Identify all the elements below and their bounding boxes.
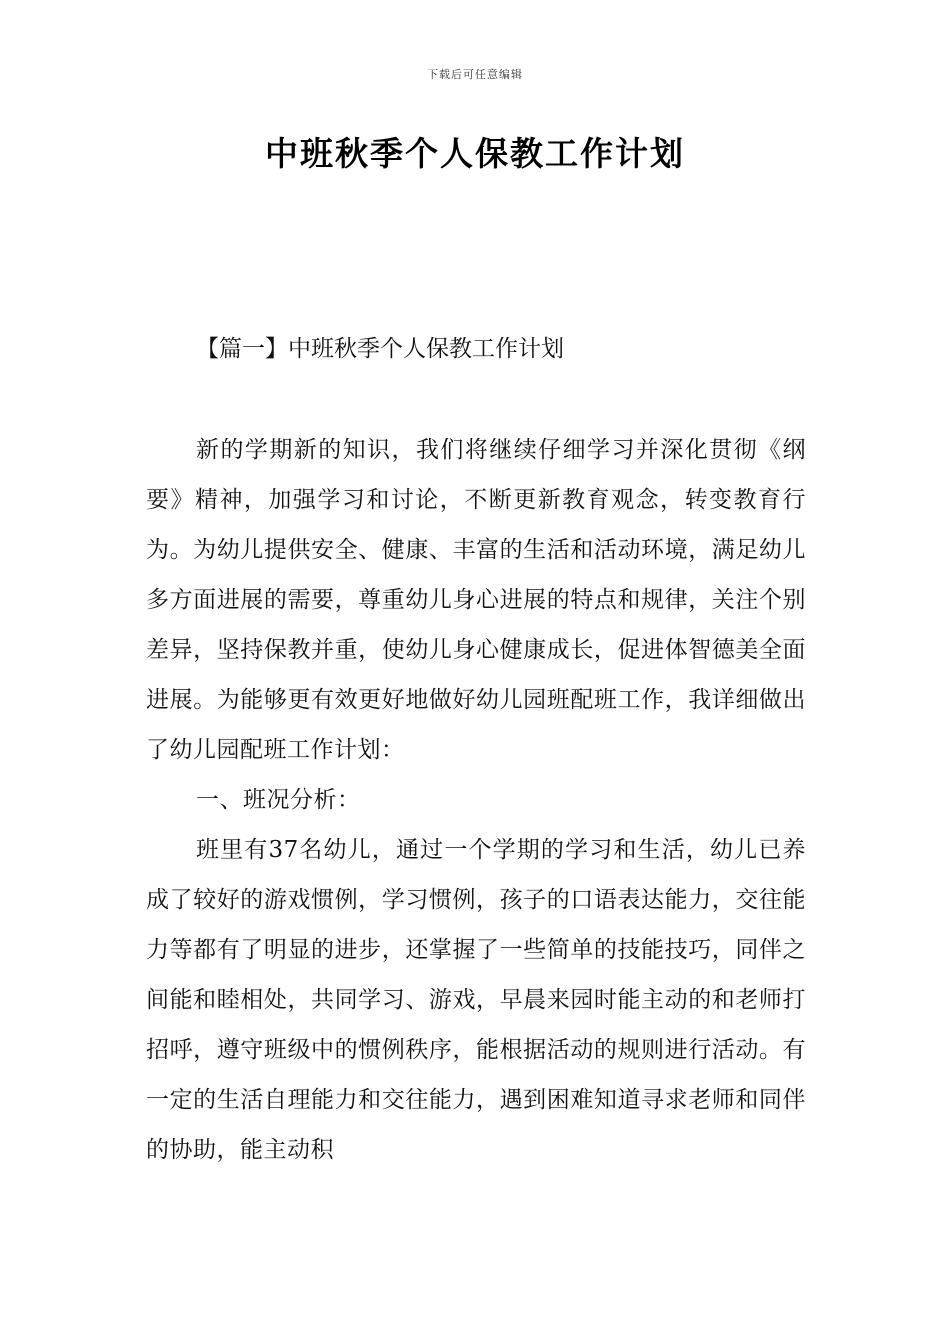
section-heading: 【篇一】中班秋季个人保教工作计划 [196, 336, 564, 362]
body-text [146, 425, 806, 1175]
paragraph-class-analysis-heading: 一、班况分析： [196, 787, 361, 813]
paragraph-class-analysis: 班里有37名幼儿，通过一个学期的学习和生活，幼儿已养成了较好的游戏惯例，学习惯例，孩子的口语表达能力，交往能力等都有了明显的进步，还掌握了一些简单的技能技巧，同伴之间能和睦相处，共同学习、游戏，早晨来园时能主动的和老师打招呼，遵守班级中的惯例秩序，能根据活动的规则进行活动。有一定的生活自理能力和交往能力，遇到困难知道寻求老师和同伴的协助，能主动积 [146, 837, 806, 1163]
document-title: 中班秋季个人保教工作计划 [265, 134, 685, 173]
header-note: 下载后可任意编辑 [427, 68, 523, 81]
paragraph-intro: 新的学期新的知识，我们将继续仔细学习并深化贯彻《纲要》精神，加强学习和讨论，不断更新教育观念，转变教育行为。为幼儿提供安全、健康、丰富的生活和活动环境，满足幼儿多方面进展的需要，尊重幼儿身心进展的特点和规律，关注个别差异，坚持保教并重，使幼儿身心健康成长，促进体智德美全面进展。为能够更有效更好地做好幼儿园班配班工作，我详细做出了幼儿园配班工作计划： [146, 437, 806, 763]
